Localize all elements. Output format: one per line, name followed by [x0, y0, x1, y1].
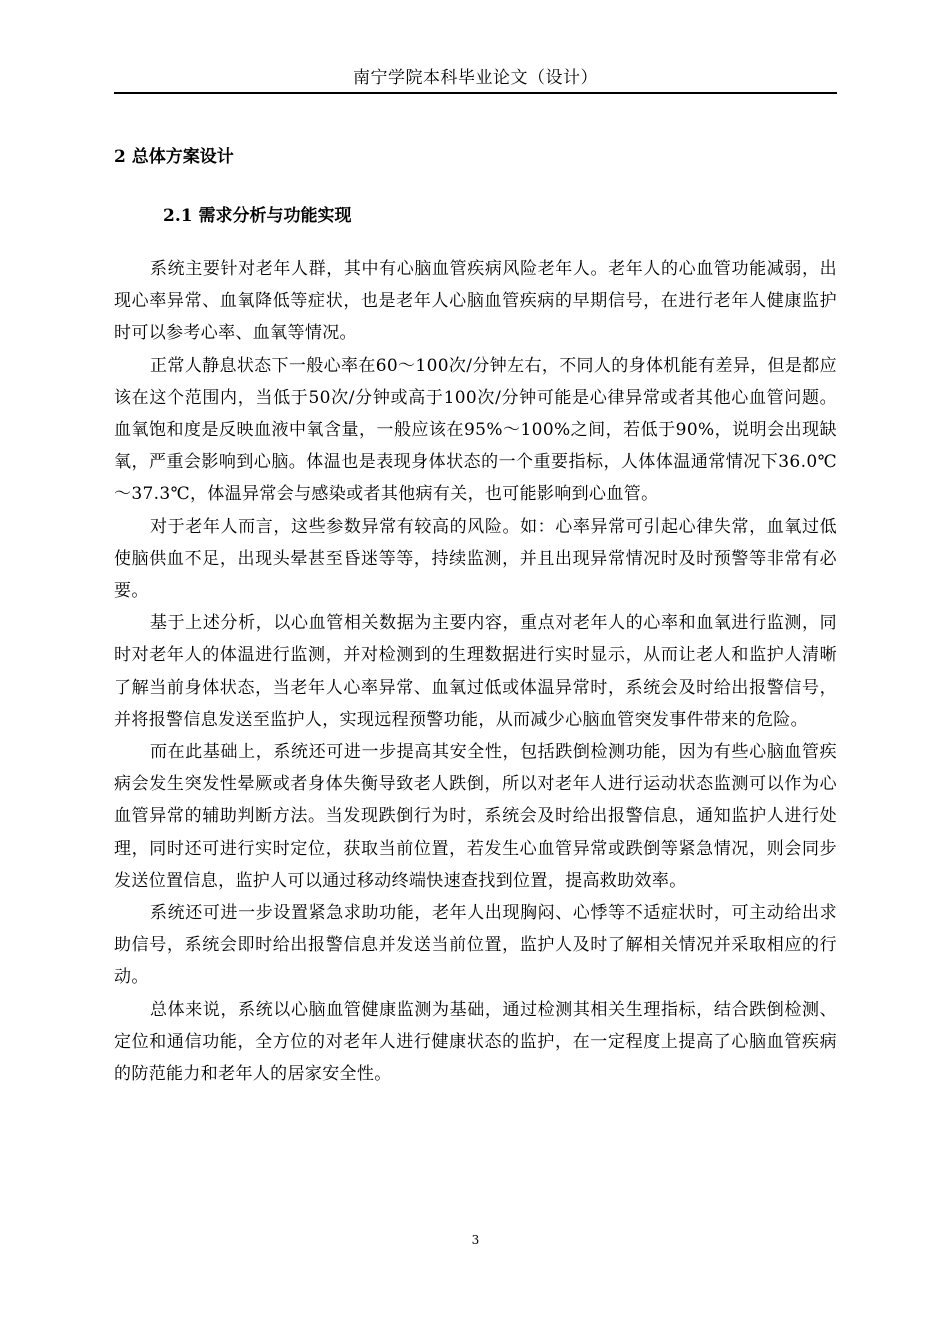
header-divider — [114, 92, 837, 94]
section-heading: 2.1 需求分析与功能实现 — [163, 206, 352, 226]
paragraph-normal-ranges: 正常人静息状态下一般心率在60～100次/分钟左右，不同人的身体机能有差异，但是都应该在这个范围内，当低于50次/分钟或高于100次/分钟可能是心律异常或者其他心血管问题。血氧饱和度是反映血液中氧含量，一般应该在95%～100%之间，若低于90%，说明会出现缺氧，严重会影响到心脑。体温也是表现身体状态的一个重要指标，人体体温通常情况下36.0℃～37.3℃，体温异常会与感染或者其他病有关，也可能影响到心血管。 — [114, 355, 837, 505]
body-text — [114, 253, 837, 1090]
page-header-title: 南宁学院本科毕业论文（设计） — [353, 68, 598, 88]
paragraph-monitoring: 基于上述分析，以心血管相关数据为主要内容，重点对老年人的心率和血氧进行监测，同时对老年人的体温进行监测，并对检测到的生理数据进行实时显示，从而让老人和监护人清晰了解当前身体状态，当老年人心率异常、血氧过低或体温异常时，系统会及时给出报警信号，并将报警信息发送至监护人，实现远程预警功能，从而减少心脑血管突发事件带来的危险。 — [114, 613, 837, 730]
chapter-heading: 2 总体方案设计 — [114, 147, 234, 167]
paragraph-risk: 对于老年人而言，这些参数异常有较高的风险。如：心率异常可引起心律失常，血氧过低使脑供血不足，出现头晕甚至昏迷等等，持续监测，并且出现异常情况时及时预警等非常有必要。 — [114, 516, 837, 602]
paragraph-fall-detection: 而在此基础上，系统还可进一步提高其安全性，包括跌倒检测功能，因为有些心脑血管疾病会发生突发性晕厥或者身体失衡导致老人跌倒，所以对老年人进行运动状态监测可以作为心血管异常的辅助判断方法。当发现跌倒行为时，系统会及时给出报警信息，通知监护人进行处理，同时还可进行实时定位，获取当前位置，若发生心血管异常或跌倒等紧急情况，则会同步发送位置信息，监护人可以通过移动终端快速查找到位置，提高救助效率。 — [114, 742, 837, 891]
paragraph-target-users: 系统主要针对老年人群，其中有心脑血管疾病风险老年人。老年人的心血管功能减弱，出现心率异常、血氧降低等症状，也是老年人心脑血管疾病的早期信号，在进行老年人健康监护时可以参考心率、血氧等情况。 — [114, 259, 837, 344]
paragraph-emergency-help: 系统还可进一步设置紧急求助功能，老年人出现胸闷、心悸等不适症状时，可主动给出求助信号，系统会即时给出报警信息并发送当前位置，监护人及时了解相关情况并采取相应的行动。 — [114, 903, 837, 988]
page-number: 3 — [471, 1233, 480, 1247]
paragraph-summary: 总体来说，系统以心脑血管健康监测为基础，通过检测其相关生理指标，结合跌倒检测、定位和通信功能，全方位的对老年人进行健康状态的监护，在一定程度上提高了心脑血管疾病的防范能力和老年人的居家安全性。 — [114, 999, 837, 1085]
